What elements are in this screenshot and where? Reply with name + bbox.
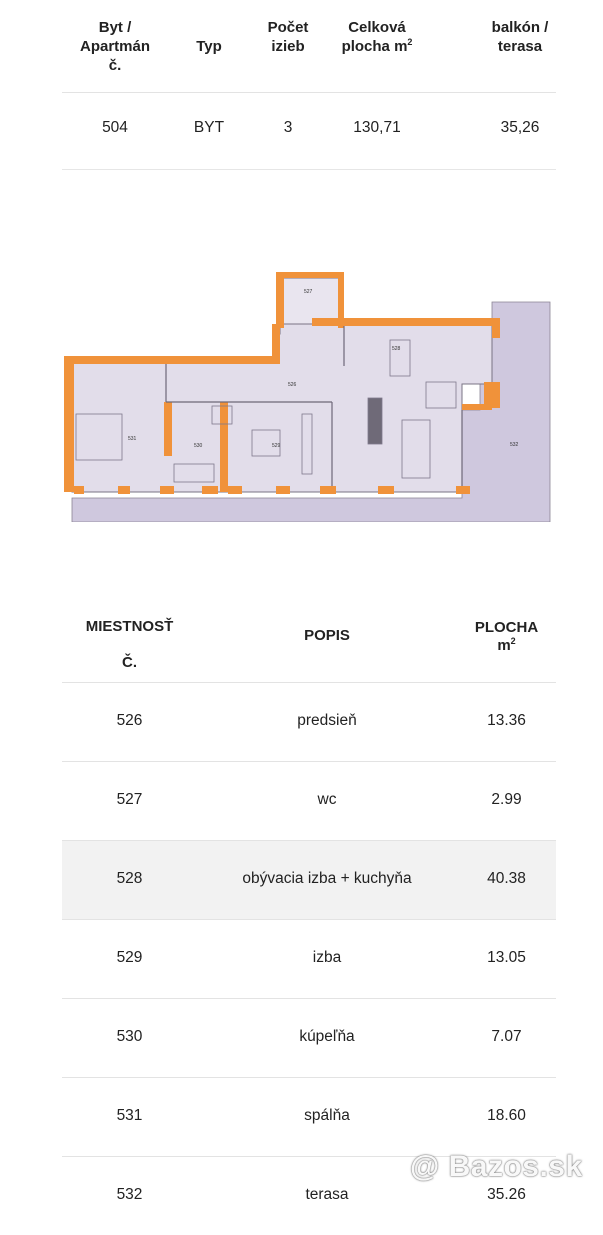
room-description: predsieň	[297, 712, 357, 729]
plan-label-527: 527	[304, 289, 313, 295]
table-row	[62, 683, 556, 762]
room-area: 7.07	[491, 1028, 522, 1045]
rooms-table-header	[62, 590, 556, 683]
room-area: 35.26	[487, 1186, 526, 1203]
plan-label-526: 526	[288, 382, 297, 388]
table-row	[62, 999, 556, 1078]
cell-type: BYT	[193, 119, 225, 136]
table-row	[62, 920, 556, 999]
header-room-number: MIESTNOSŤ Č.	[85, 618, 174, 671]
header-type: Typ	[196, 38, 222, 55]
cell-total-area: 130,71	[353, 119, 401, 136]
cell-unit: 504	[102, 119, 128, 136]
header-area: PLOCHA $m^2$	[474, 619, 539, 654]
apartment-summary-table	[62, 0, 556, 170]
header-rooms: Počet izieb	[267, 19, 309, 55]
room-description: wc	[317, 791, 337, 808]
cell-rooms: 3	[283, 119, 293, 136]
room-area: 13.05	[487, 949, 526, 966]
apartment-row	[62, 93, 556, 170]
room-description: izba	[312, 949, 342, 966]
room-number: 528	[116, 870, 143, 887]
header-unit: Byt / Apartmán č.	[79, 19, 150, 74]
watermark-logo: @ Bazos.sk	[410, 1150, 583, 1183]
cell-balcony: 35,26	[500, 119, 540, 136]
room-area: 18.60	[487, 1107, 526, 1124]
header-total-area: Celková plocha $m^2$	[341, 19, 413, 55]
room-area: 40.38	[487, 870, 526, 887]
plan-label-529: 529	[272, 443, 281, 449]
room-number: 530	[116, 1028, 143, 1045]
wc-room	[280, 278, 340, 324]
apartment-table-header	[62, 0, 556, 93]
plan-label-531: 531	[128, 436, 137, 442]
table-row	[62, 1078, 556, 1157]
table-row	[62, 762, 556, 841]
room-description: spálňa	[304, 1107, 350, 1124]
floor-plan-image	[62, 270, 556, 522]
room-description: kúpeľňa	[299, 1028, 355, 1045]
header-balcony: balkón / terasa	[491, 19, 549, 55]
table-row	[62, 841, 556, 920]
plan-label-528: 528	[392, 346, 401, 352]
rooms-table	[62, 590, 556, 1235]
room-area: 2.99	[491, 791, 522, 808]
room-number: 532	[116, 1186, 143, 1203]
plan-label-532: 532	[510, 442, 519, 448]
room-number: 527	[116, 791, 143, 808]
room-number: 529	[116, 949, 143, 966]
room-area: 13.36	[487, 712, 526, 729]
room-description: terasa	[305, 1186, 349, 1203]
room-number: 526	[116, 712, 143, 729]
header-description: POPIS	[304, 627, 350, 644]
plan-label-530: 530	[194, 443, 203, 449]
room-number: 531	[116, 1107, 143, 1124]
room-description: obývacia izba + kuchyňa	[242, 870, 412, 887]
